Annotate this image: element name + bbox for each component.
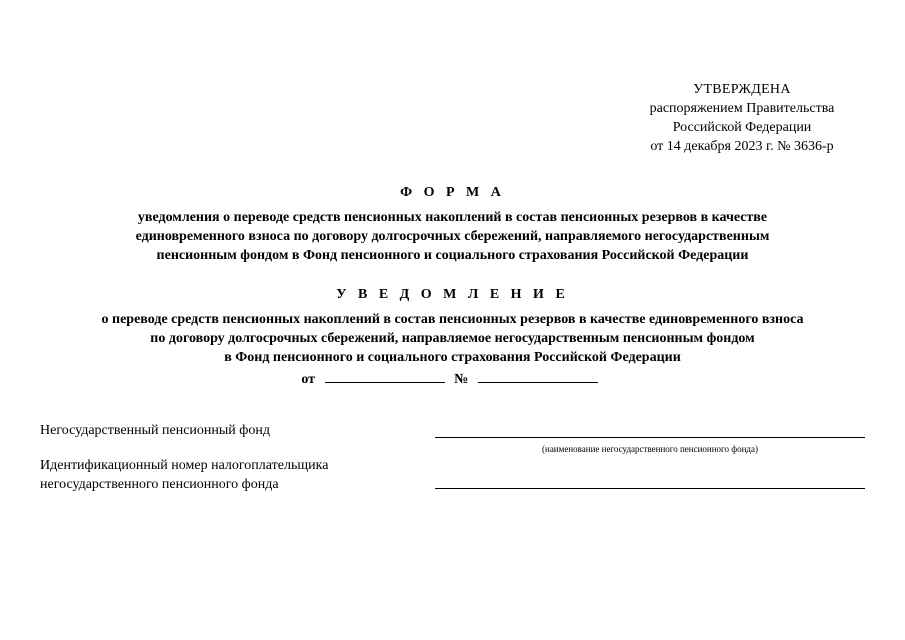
fund-label: Негосударственный пенсионный фонд xyxy=(40,423,270,438)
notice-desc-line-1: о переводе средств пенсионных накоплений в состав пенсионных резервов в качестве единовременного взноса xyxy=(101,312,804,327)
form-title: Ф О Р М А xyxy=(400,185,505,200)
inn-field[interactable] xyxy=(435,474,865,489)
fund-name-hint: (наименование негосударственного пенсионного фонда) xyxy=(542,444,758,454)
notice-desc-line-3: в Фонд пенсионного и социального страхования Российской Федерации xyxy=(224,350,681,365)
inn-label-line-1: Идентификационный номер налогоплательщика xyxy=(40,458,329,473)
notice-title: У В Е Д О М Л Е Н И Е xyxy=(336,287,569,302)
notice-description xyxy=(0,310,905,367)
date-blank[interactable] xyxy=(325,369,445,383)
fund-name-field[interactable] xyxy=(435,423,865,438)
inn-label-line-2: негосударственного пенсионного фонда xyxy=(40,477,279,492)
approval-line-1: распоряжением Правительства xyxy=(649,101,835,116)
form-description xyxy=(0,208,905,265)
approval-line-3: от 14 декабря 2023 г. № 3636-р xyxy=(650,139,834,154)
form-desc-line-1: уведомления о переводе средств пенсионных накоплений в состав пенсионных резервов в качестве xyxy=(137,210,768,225)
approval-title: УТВЕРЖДЕНА xyxy=(693,82,791,97)
form-desc-line-2: единовременного взноса по договору долгосрочных сбережений, направляемого негосударственным xyxy=(135,229,770,244)
number-prefix: № xyxy=(454,372,469,387)
approval-stamp xyxy=(627,80,857,156)
number-blank[interactable] xyxy=(478,369,598,383)
date-prefix: от xyxy=(301,372,316,387)
notice-desc-line-2: по договору долгосрочных сбережений, направляемое негосударственным пенсионным фондом xyxy=(150,331,755,346)
approval-line-2: Российской Федерации xyxy=(672,120,812,135)
inn-label xyxy=(40,456,328,494)
form-desc-line-3: пенсионным фондом в Фонд пенсионного и социального страхования Российской Федерации xyxy=(156,248,749,263)
date-number-line xyxy=(0,369,905,388)
